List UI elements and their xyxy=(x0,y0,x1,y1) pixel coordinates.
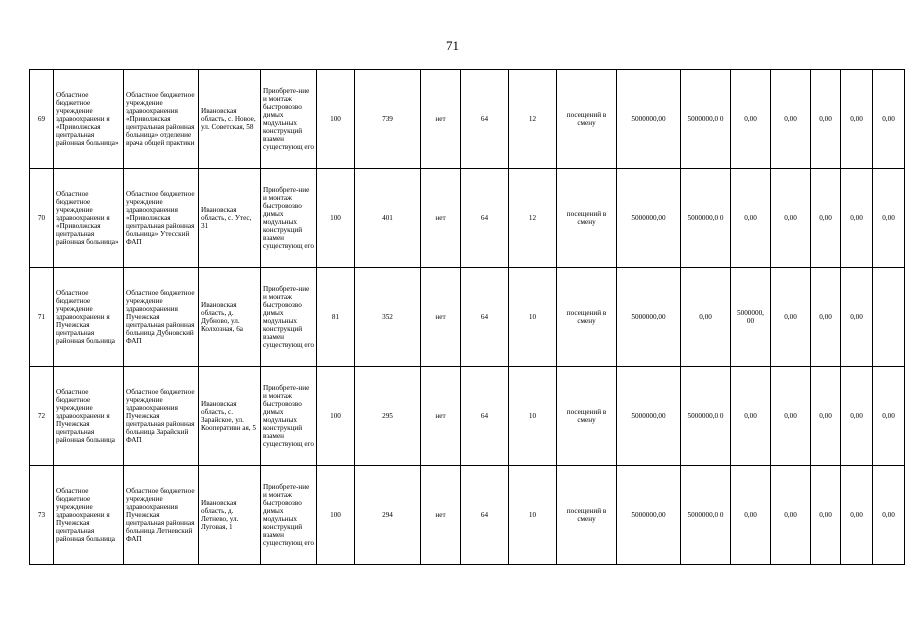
unit-cell: посещений в смену xyxy=(557,70,617,169)
heritage-cell: нет xyxy=(421,169,461,268)
total-cost-cell: 5000000,00 xyxy=(617,70,681,169)
unit-cell: посещений в смену xyxy=(557,466,617,565)
year-6-cost-cell: 0,00 xyxy=(873,169,905,268)
year-4-cost-cell: 0,00 xyxy=(811,70,841,169)
organization-cell: Областное бюджетное учреждение здравоохранени я «Приволжская центральная районная больница» xyxy=(54,70,124,169)
organization-cell: Областное бюджетное учреждение здравоохранени я Пучежская центральная районная больница xyxy=(54,367,124,466)
unit-cell: посещений в смену xyxy=(557,367,617,466)
row-number: 72 xyxy=(30,367,54,466)
row-number: 73 xyxy=(30,466,54,565)
address-cell: Ивановская область, с. Утес, 31 xyxy=(199,169,261,268)
work-type-cell: Приобрете-ние и монтаж быстровозво димых модульных конструкций взамен существующ его xyxy=(261,367,317,466)
wear-percent-cell: 100 xyxy=(317,367,355,466)
population-cell: 294 xyxy=(355,466,421,565)
table-row xyxy=(30,70,905,169)
year-4-cost-cell: 0,00 xyxy=(811,169,841,268)
capacity-cell: 12 xyxy=(509,169,557,268)
wear-percent-cell: 100 xyxy=(317,466,355,565)
address-cell: Ивановская область, с. Зарайское, ул. Кооперативн ая, 5 xyxy=(199,367,261,466)
year-3-cost-cell: 0,00 xyxy=(771,169,811,268)
population-cell: 352 xyxy=(355,268,421,367)
year-2-cost-cell: 0,00 xyxy=(731,70,771,169)
year-1-cost-cell: 5000000,0 0 xyxy=(681,70,731,169)
year-2-cost-cell: 5000000, 00 xyxy=(731,268,771,367)
year-3-cost-cell: 0,00 xyxy=(771,70,811,169)
work-type-cell: Приобрете-ние и монтаж быстровозво димых модульных конструкций взамен существующ его xyxy=(261,466,317,565)
capacity-cell: 10 xyxy=(509,466,557,565)
row-number: 69 xyxy=(30,70,54,169)
table-row xyxy=(30,268,905,367)
population-cell: 295 xyxy=(355,367,421,466)
year-4-cost-cell: 0,00 xyxy=(811,268,841,367)
distance-cell: 64 xyxy=(461,169,509,268)
year-5-cost-cell: 0,00 xyxy=(841,367,873,466)
distance-cell: 64 xyxy=(461,268,509,367)
facilities-table xyxy=(29,69,905,565)
work-type-cell: Приобрете-ние и монтаж быстровозво димых модульных конструкций взамен существующ его xyxy=(261,169,317,268)
organization-cell: Областное бюджетное учреждение здравоохранени я Пучежская центральная районная больница xyxy=(54,268,124,367)
heritage-cell: нет xyxy=(421,70,461,169)
address-cell: Ивановская область, д. Летнево, ул. Луговая, 1 xyxy=(199,466,261,565)
address-cell: Ивановская область, с. Новое, ул. Советская, 58 xyxy=(199,70,261,169)
year-1-cost-cell: 5000000,0 0 xyxy=(681,367,731,466)
work-type-cell: Приобрете-ние и монтаж быстровозво димых модульных конструкций взамен существующ его xyxy=(261,268,317,367)
year-1-cost-cell: 0,00 xyxy=(681,268,731,367)
table-row xyxy=(30,169,905,268)
year-4-cost-cell: 0,00 xyxy=(811,466,841,565)
year-6-cost-cell: 0,00 xyxy=(873,367,905,466)
year-5-cost-cell: 0,00 xyxy=(841,466,873,565)
capacity-cell: 10 xyxy=(509,367,557,466)
wear-percent-cell: 100 xyxy=(317,169,355,268)
distance-cell: 64 xyxy=(461,367,509,466)
year-2-cost-cell: 0,00 xyxy=(731,169,771,268)
table-body xyxy=(30,70,905,565)
total-cost-cell: 5000000,00 xyxy=(617,367,681,466)
distance-cell: 64 xyxy=(461,70,509,169)
year-6-cost-cell xyxy=(873,268,905,367)
population-cell: 739 xyxy=(355,70,421,169)
total-cost-cell: 5000000,00 xyxy=(617,466,681,565)
heritage-cell: нет xyxy=(421,268,461,367)
year-2-cost-cell: 0,00 xyxy=(731,466,771,565)
heritage-cell: нет xyxy=(421,466,461,565)
address-cell: Ивановская область, д. Дубново, ул. Колхозная, 6а xyxy=(199,268,261,367)
year-1-cost-cell: 5000000,0 0 xyxy=(681,169,731,268)
unit-cell: посещений в смену xyxy=(557,169,617,268)
wear-percent-cell: 81 xyxy=(317,268,355,367)
population-cell: 401 xyxy=(355,169,421,268)
year-4-cost-cell: 0,00 xyxy=(811,367,841,466)
object-cell: Областное бюджетное учреждение здравоохранения Пучежская центральная районная больница Зарайский ФАП xyxy=(124,367,199,466)
distance-cell: 64 xyxy=(461,466,509,565)
year-5-cost-cell: 0,00 xyxy=(841,169,873,268)
year-3-cost-cell: 0,00 xyxy=(771,268,811,367)
year-6-cost-cell: 0,00 xyxy=(873,70,905,169)
year-6-cost-cell: 0,00 xyxy=(873,466,905,565)
work-type-cell: Приобрете-ние и монтаж быстровозво димых модульных конструкций взамен существующ его xyxy=(261,70,317,169)
row-number: 71 xyxy=(30,268,54,367)
year-3-cost-cell: 0,00 xyxy=(771,367,811,466)
unit-cell: посещений в смену xyxy=(557,268,617,367)
table-row xyxy=(30,367,905,466)
year-1-cost-cell: 5000000,0 0 xyxy=(681,466,731,565)
year-3-cost-cell: 0,00 xyxy=(771,466,811,565)
capacity-cell: 12 xyxy=(509,70,557,169)
heritage-cell: нет xyxy=(421,367,461,466)
organization-cell: Областное бюджетное учреждение здравоохранени я Пучежская центральная районная больница xyxy=(54,466,124,565)
organization-cell: Областное бюджетное учреждение здравоохранени я «Приволжская центральная районная больница» xyxy=(54,169,124,268)
year-5-cost-cell: 0,00 xyxy=(841,268,873,367)
object-cell: Областное бюджетное учреждение здравоохранения Пучежская центральная районная больница Дубновский ФАП xyxy=(124,268,199,367)
year-5-cost-cell: 0,00 xyxy=(841,70,873,169)
row-number: 70 xyxy=(30,169,54,268)
year-2-cost-cell: 0,00 xyxy=(731,367,771,466)
table-row xyxy=(30,466,905,565)
total-cost-cell: 5000000,00 xyxy=(617,268,681,367)
object-cell: Областное бюджетное учреждение здравоохранения Пучежская центральная районная больница Летневский ФАП xyxy=(124,466,199,565)
object-cell: Областное бюджетное учреждение здравоохранения «Приволжская центральная районная больница» Утесский ФАП xyxy=(124,169,199,268)
object-cell: Областное бюджетное учреждение здравоохранения «Приволжская центральная районная больница» отделение врача общей практики xyxy=(124,70,199,169)
capacity-cell: 10 xyxy=(509,268,557,367)
wear-percent-cell: 100 xyxy=(317,70,355,169)
page-number: 71 xyxy=(446,38,459,53)
total-cost-cell: 5000000,00 xyxy=(617,169,681,268)
